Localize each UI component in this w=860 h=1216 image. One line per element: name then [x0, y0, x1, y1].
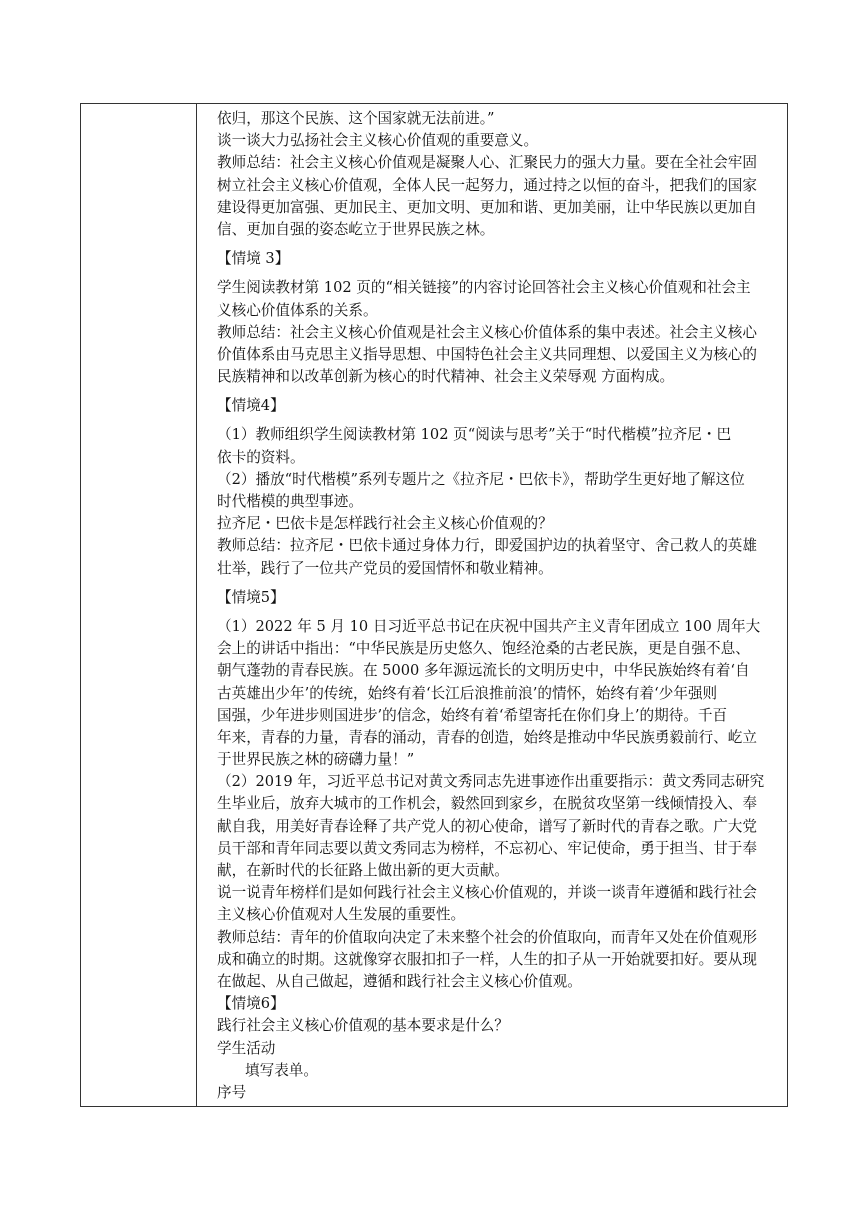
text-line: 成和确立的时期。这就像穿衣服扣扣子一样，人生的扣子从一开始就要扣好。要从现: [217, 950, 757, 968]
section-heading-scenario-6: 【情境6】: [217, 995, 285, 1013]
text-line: 价值体系由马克思主义指导思想、中国特色社会主义共同理想、以爱国主义为核心的: [217, 345, 757, 363]
text-line: 教师总结：社会主义核心价值观是凝聚人心、汇聚民力的强大力量。要在全社会牢固: [217, 154, 757, 172]
text-line: （1）2022 年 5 月 10 日习近平总书记在庆祝中国共产主义青年团成立 100 周年大: [217, 617, 761, 635]
text-line: 依卡的资料。: [217, 448, 305, 466]
text-line: 教师总结：社会主义核心价值观是社会主义核心价值体系的集中表述。社会主义核心: [217, 323, 757, 341]
text-line: 建设得更加富强、更加民主、更加文明、更加和谐、更加美丽，让中华民族以更加自: [217, 198, 757, 216]
table-left-column: [81, 104, 197, 1106]
text-line: 时代楷模的典型事迹。: [217, 493, 363, 510]
text-line: 壮举，践行了一位共产党员的爱国情怀和敬业精神。: [217, 559, 553, 577]
text-line: 践行社会主义核心价值观的基本要求是什么？: [217, 1017, 509, 1035]
text-line: 义核心价值体系的关系。: [217, 301, 378, 319]
text-line: 信、更加自强的姿态屹立于世界民族之林。: [217, 220, 495, 238]
text-line: 献，在新时代的长征路上做出新的更大贡献。: [217, 862, 509, 879]
text-line: 民族精神和以改革创新为核心的时代精神、社会主义荣辱观 方面构成。: [217, 368, 675, 386]
section-heading-scenario-4: 【情境4】: [217, 397, 285, 415]
section-heading-scenario-5: 【情境5】: [217, 588, 285, 606]
text-line: 教师总结：拉齐尼・巴依卡通过身体力行，即爱国护边的执着坚守、舍己救人的英雄: [217, 537, 757, 555]
text-line: 会上的讲话中指出：“中华民族是历史悠久、饱经沧桑的古老民族，更是自强不息、: [217, 640, 750, 658]
section-heading-scenario-3: 【情境 3】: [217, 250, 290, 268]
text-line: （2）2019 年，习近平总书记对黄文秀同志先进事迹作出重要指示：黄文秀同志研究: [217, 773, 765, 791]
text-line: （2）播放“时代楷模”系列专题片之《拉齐尼・巴依卡》，帮助学生更好地了解这位: [217, 470, 745, 488]
lesson-table: [80, 103, 788, 1107]
text-line: 员干部和青年同志要以黄文秀同志为榜样，不忘初心、牢记使命，勇于担当、甘于奉: [217, 839, 757, 857]
text-line: 于世界民族之林的磅礴力量！”: [217, 751, 415, 769]
text-line: 填写表单。: [245, 1061, 318, 1079]
text-line: 依归，那这个民族、这个国家就无法前进。”: [217, 110, 495, 127]
text-line: 教师总结：青年的价值取向决定了未来整个社会的价值取向，而青年又处在价值观形: [217, 928, 757, 946]
text-line: 学生活动: [217, 1039, 276, 1057]
text-line: 主义核心价值观对人生发展的重要性。: [217, 906, 466, 924]
text-line: 在做起、从自己做起，遵循和践行社会主义核心价值观。: [217, 972, 582, 990]
text-line: 序号: [217, 1083, 247, 1101]
text-line: 古英雄出少年’的传统，始终有着‘长江后浪推前浪’的情怀，始终有着‘少年强则: [217, 684, 718, 702]
text-line: 说一说青年榜样们是如何践行社会主义核心价值观的，并谈一谈青年遵循和践行社会: [217, 884, 757, 902]
text-line: 谈一谈大力弘扬社会主义核心价值观的重要意义。: [217, 132, 539, 150]
text-line: 拉齐尼・巴依卡是怎样践行社会主义核心价值观的？: [217, 515, 553, 533]
text-line: 学生阅读教材第 102 页的“相关链接”的内容讨论回答社会主义核心价值观和社会主: [217, 279, 751, 297]
text-line: 朝气蓬勃的青春民族。在 5000 多年源远流长的文明历史中，中华民族始终有着‘自: [217, 662, 750, 680]
text-line: 树立社会主义核心价值观，全体人民一起努力，通过持之以恒的奋斗，把我们的国家: [217, 176, 757, 194]
lesson-content: [217, 108, 783, 1104]
text-line: 献自我，用美好青春诠释了共产党人的初心使命，谱写了新时代的青春之歌。广大党: [217, 817, 757, 835]
text-line: 生毕业后，放弃大城市的工作机会，毅然回到家乡，在脱贫攻坚第一线倾情投入、奉: [217, 795, 757, 813]
text-line: 国强，少年进步则国进步’的信念，始终有着‘希望寄托在你们身上’的期待。千百: [217, 706, 728, 724]
text-line: 年来，青春的力量，青春的涌动，青春的创造，始终是推动中华民族勇毅前行、屹立: [217, 728, 757, 746]
text-line: （1）教师组织学生阅读教材第 102 页“阅读与思考”关于“时代楷模”拉齐尼・巴: [217, 426, 732, 444]
